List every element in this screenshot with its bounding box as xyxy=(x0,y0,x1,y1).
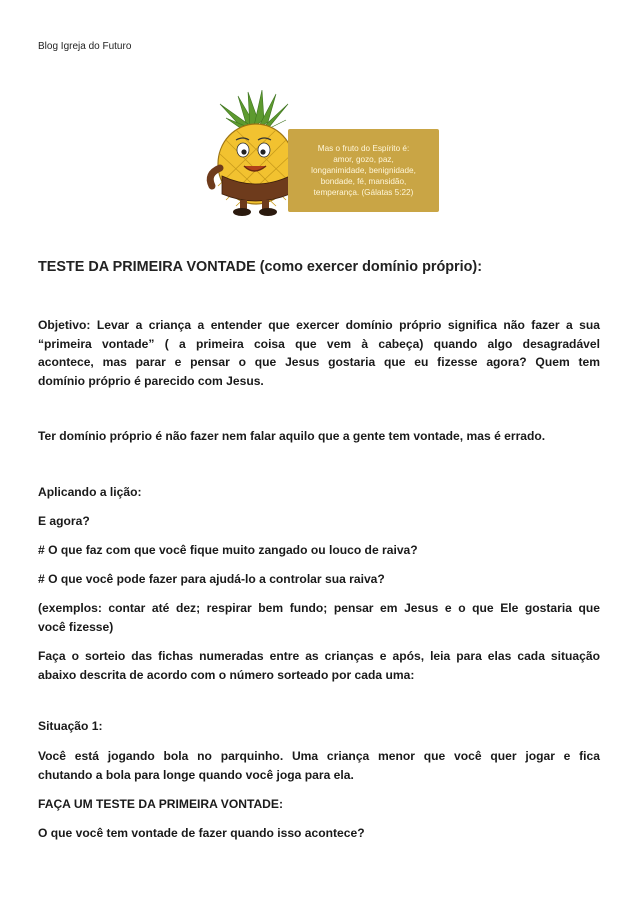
draw-paragraph xyxy=(38,647,600,684)
question-control: # O que você pode fazer para ajudá-lo a controlar sua raiva? xyxy=(38,572,385,586)
situation-heading: Situação 1: xyxy=(38,719,103,733)
draw-line: abaixo descrita de acordo com o número sorteado por cada uma: xyxy=(38,667,415,682)
situation-line: Você está jogando bola no parquinho. Uma criança menor que você quer jogar e fica xyxy=(38,749,600,763)
verse-line: amor, gozo, paz, xyxy=(333,155,394,164)
situation-question: O que você tem vontade de fazer quando isso acontece? xyxy=(38,826,365,840)
objective-line: Objetivo: Levar a criança a entender que exercer domínio próprio significa não fazer a sua xyxy=(38,318,600,332)
applying-heading: Aplicando a lição: xyxy=(38,485,142,499)
verse-line: temperança. (Gálatas 5:22) xyxy=(313,188,414,197)
verse-line: longanimidade, benignidade, xyxy=(311,166,416,175)
blog-header: Blog Igreja do Futuro xyxy=(38,41,132,52)
objective-paragraph xyxy=(38,316,600,390)
verse-line: bondade, fé, mansidão, xyxy=(320,177,407,186)
objective-line: acontece, mas parar e pensar o que Jesus gostaria que eu fizesse agora? Quem tem xyxy=(38,355,600,370)
examples-paragraph xyxy=(38,599,600,636)
verse-line: Mas o fruto do Espírito é: xyxy=(317,144,410,153)
draw-line: Faça o sorteio das fichas numeradas entre as crianças e após, leia para elas cada situação xyxy=(38,649,600,663)
objective-line: domínio próprio é parecido com Jesus. xyxy=(38,373,264,388)
examples-line: (exemplos: contar até dez; respirar bem fundo; pensar em Jesus e o que Ele gostaria que xyxy=(38,601,600,615)
situation-line: chutando a bola para longe quando você joga para ela. xyxy=(38,767,354,782)
bible-verse-box xyxy=(288,129,439,212)
objective-line: “primeira vontade” ( a primeira coisa que vem à cabeça) quando algo desagradável xyxy=(38,336,600,351)
situation-paragraph xyxy=(38,747,600,784)
now-text: E agora? xyxy=(38,514,90,528)
lesson-title: TESTE DA PRIMEIRA VONTADE (como exercer domínio próprio): xyxy=(38,259,483,275)
test-label: FAÇA UM TESTE DA PRIMEIRA VONTADE: xyxy=(38,797,284,811)
definition-text: Ter domínio próprio é não fazer nem falar aquilo que a gente tem vontade, mas é errado. xyxy=(38,429,546,443)
examples-line: você fizesse) xyxy=(38,619,114,634)
question-anger: # O que faz com que você fique muito zangado ou louco de raiva? xyxy=(38,543,418,557)
